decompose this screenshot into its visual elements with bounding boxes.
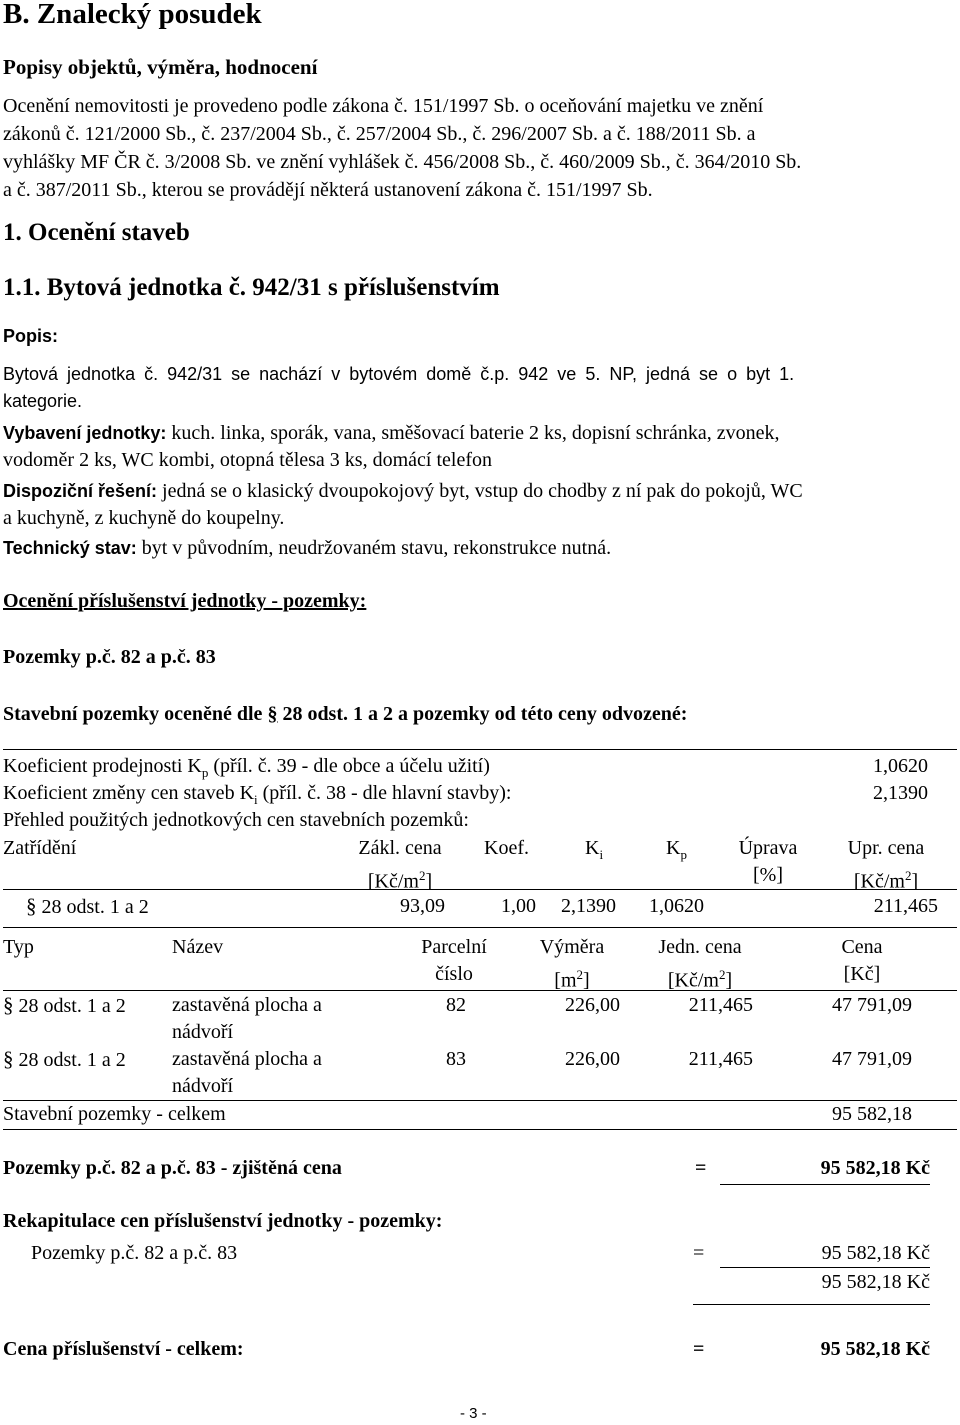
tech-text: byt v původním, neudržovaném stavu, rekonstrukce nutná.	[136, 537, 612, 559]
t2-header-parcelni-1: Parcelní	[421, 936, 487, 958]
section-mark: §	[267, 703, 278, 725]
vybaveni-label: Vybavení jednotky:	[3, 423, 167, 443]
prislusenstvi-heading: Ocenění příslušenství jednotky - pozemky:	[3, 590, 367, 612]
vybaveni-line-1	[3, 420, 780, 447]
t2-header-vymera-close: ]	[583, 969, 590, 992]
rekap-item-eq: =	[693, 1242, 705, 1264]
t2-header-vymera-sup: 2	[576, 967, 584, 982]
t1-header-upr-cena-2	[826, 862, 946, 896]
zjistena-label: Pozemky p.č. 82 a p.č. 83 - zjištěná cena	[3, 1157, 342, 1179]
koef-kp-sub: p	[201, 765, 209, 780]
dispozice-label: Dispoziční řešení:	[3, 481, 158, 501]
t1-header-upr-cena-sup: 2	[904, 868, 912, 883]
celkem-eq: =	[693, 1338, 705, 1360]
celkem-label: Cena příslušenství - celkem:	[3, 1338, 244, 1360]
t1-header-kp	[666, 835, 687, 868]
t2-row-2-typ-text: 28 odst. 1 a 2	[18, 1049, 126, 1071]
t1-header-zakl-cena-sup: 2	[418, 868, 426, 883]
section-mark: §	[3, 1047, 14, 1071]
koef-ki-sub: i	[254, 792, 258, 807]
t2-row-2-nazev-2: nádvoří	[172, 1075, 234, 1097]
t2-header-cena-1: Cena	[841, 936, 883, 958]
zjistena-eq: =	[695, 1157, 707, 1179]
t2-row-2-cena: 47 791,09	[832, 1048, 912, 1070]
t2-header-jedn-sup: 2	[718, 967, 726, 982]
t2-header-cena-2: [Kč]	[843, 963, 881, 985]
stavebni-heading	[3, 701, 687, 728]
t1-header-zakl-cena-unit: [Kč/m	[367, 870, 419, 893]
koef-ki-value: 2,1390	[873, 782, 928, 804]
t2-total-value: 95 582,18	[832, 1103, 912, 1125]
vybaveni-text-1: kuch. linka, sporák, vana, směšovací baterie 2 ks, dopisní schránka, zvonek,	[166, 422, 780, 444]
t1-header-zakl-cena-1: Zákl. cena	[358, 837, 442, 859]
popis-line-1: Bytová jednotka č. 942/31 se nachází v bytovém domě č.p. 942 ve 5. NP, jedná se o byt 1.	[3, 364, 795, 384]
t1-header-upr-cena-unit: [Kč/m	[853, 870, 905, 893]
t1-header-upr-cena-1: Upr. cena	[847, 837, 925, 859]
t2-row-1-parcela: 82	[446, 994, 466, 1016]
vybaveni-line-2: vodoměr 2 ks, WC kombi, otopná tělesa 3 ks, domácí telefon	[3, 449, 492, 471]
tech-label: Technický stav:	[3, 538, 137, 558]
t1-header-rule	[3, 889, 957, 890]
rekap-item-label: Pozemky p.č. 82 a p.č. 83	[31, 1242, 238, 1264]
koef-kp-rest: (příl. č. 39 - dle obce a účelu užití)	[208, 755, 490, 777]
t2-row-2-vymera: 226,00	[565, 1048, 620, 1070]
t1-header-ki-k: K	[585, 837, 600, 859]
t2-header-jedn-1: Jedn. cena	[658, 936, 742, 958]
t1-row-kp: 1,0620	[649, 895, 704, 917]
intro-line-4: a č. 387/2011 Sb., kterou se provádějí některá ustanovení zákona č. 151/1997 Sb.	[3, 179, 653, 201]
dispozice-text-1: jedná se o klasický dvoupokojový byt, vstup do chodby z ní pak do pokojů, WC	[157, 480, 803, 502]
rule-top	[3, 749, 957, 750]
popis-line-2: kategorie.	[3, 391, 83, 411]
t2-header-vymera-unit: [m	[554, 969, 577, 992]
t2-header-parcelni-2: číslo	[435, 963, 473, 985]
section-heading-1-1: 1.1. Bytová jednotka č. 942/31 s příslušenstvím	[3, 274, 500, 301]
tech-line	[3, 535, 611, 562]
rekap-rule-1	[720, 1267, 930, 1268]
t2-row-1-nazev-2: nádvoří	[172, 1021, 234, 1043]
t2-row-1-typ-text: 28 odst. 1 a 2	[18, 995, 126, 1017]
popis-label: Popis:	[3, 326, 59, 346]
t1-bottom-rule	[3, 927, 957, 928]
t2-row-2-parcela: 83	[446, 1048, 466, 1070]
stavebni-heading-b: 28 odst. 1 a 2 a pozemky od této ceny odvozené:	[277, 703, 688, 725]
t1-header-ki-sub: i	[599, 847, 604, 862]
rekap-rule-2	[693, 1304, 930, 1305]
t2-row-2-jedn: 211,465	[688, 1048, 753, 1070]
t1-header-kp-k: K	[666, 837, 681, 859]
t1-header-zakl-cena-2	[340, 862, 460, 896]
t1-row-upr-cena: 211,465	[873, 895, 938, 917]
t2-header-jedn-close: ]	[725, 969, 733, 992]
t1-header-zatrideni: Zatřídění	[3, 837, 77, 859]
t1-header-zakl-cena-close: ]	[425, 870, 433, 893]
section-mark: §	[26, 894, 37, 918]
t2-header-rule	[3, 990, 957, 991]
rekap-sum-value: 95 582,18 Kč	[821, 1271, 930, 1293]
t2-header-nazev: Název	[172, 936, 224, 958]
zjistena-rule	[720, 1184, 930, 1185]
t2-total-rule-bottom	[3, 1129, 957, 1130]
t1-header-uprava-1: Úprava	[738, 837, 798, 859]
t2-row-1-vymera: 226,00	[565, 994, 620, 1016]
t1-header-kp-sub: p	[680, 847, 687, 862]
document-title: B. Znalecký posudek	[3, 0, 262, 30]
t2-row-1-cena: 47 791,09	[832, 994, 912, 1016]
subtitle: Popisy objektů, výměra, hodnocení	[3, 55, 318, 79]
intro-line-2: zákonů č. 121/2000 Sb., č. 237/2004 Sb., č. 257/2004 Sb., č. 296/2007 Sb. a č. 188/2011 Sb. a	[3, 123, 756, 145]
t1-row-zatrideni	[26, 893, 149, 921]
intro-line-3: vyhlášky MF ČR č. 3/2008 Sb. ve znění vyhlášek č. 456/2008 Sb., č. 460/2009 Sb., č. 364/2010 Sb.	[3, 151, 802, 173]
koef-ki-label: Koeficient změny cen staveb K	[3, 782, 255, 804]
pozemky-heading: Pozemky p.č. 82 a p.č. 83	[3, 646, 216, 668]
t2-header-vymera-1: Výměra	[539, 936, 605, 958]
t2-row-1-typ	[3, 992, 126, 1020]
stavebni-heading-a: Stavební pozemky oceněné dle	[3, 703, 268, 725]
t1-header-ki	[585, 835, 603, 868]
t2-row-2-typ	[3, 1046, 126, 1074]
t2-header-jedn-unit: [Kč/m	[667, 969, 719, 992]
dispozice-line-2: a kuchyně, z kuchyně do koupelny.	[3, 507, 285, 529]
t2-row-2-nazev-1: zastavěná plocha a	[172, 1048, 322, 1070]
t1-row-ki: 2,1390	[561, 895, 616, 917]
koef-ki-rest: (příl. č. 38 - dle hlavní stavby):	[257, 782, 512, 804]
t1-header-uprava-2: [%]	[753, 864, 783, 886]
page-number: - 3 -	[460, 1405, 487, 1422]
t1-header-koef: Koef.	[484, 837, 529, 859]
t1-row-zatrideni-text: 28 odst. 1 a 2	[41, 896, 149, 918]
t2-row-1-nazev-1: zastavěná plocha a	[172, 994, 322, 1016]
t2-row-1-jedn: 211,465	[688, 994, 753, 1016]
rekap-item-value: 95 582,18 Kč	[821, 1242, 930, 1264]
celkem-value: 95 582,18 Kč	[820, 1338, 930, 1360]
koef-kp-value: 1,0620	[873, 755, 928, 777]
koef-kp-label: Koeficient prodejnosti K	[3, 755, 202, 777]
intro-line-1: Ocenění nemovitosti je provedeno podle zákona č. 151/1997 Sb. o oceňování majetku ve znění	[3, 95, 764, 117]
t1-row-koef: 1,00	[501, 895, 536, 917]
t1-header-upr-cena-close: ]	[911, 870, 919, 893]
prehled: Přehled použitých jednotkových cen stavebních pozemků:	[3, 809, 469, 831]
section-mark: §	[3, 993, 14, 1017]
t2-total-label: Stavební pozemky - celkem	[3, 1103, 226, 1125]
t1-row-zakl-cena: 93,09	[400, 895, 445, 917]
rekap-heading: Rekapitulace cen příslušenství jednotky - pozemky:	[3, 1210, 443, 1232]
zjistena-value: 95 582,18 Kč	[820, 1157, 930, 1179]
section-heading-1: 1. Ocenění staveb	[3, 219, 190, 246]
t2-header-typ: Typ	[3, 936, 34, 958]
dispozice-line-1	[3, 478, 803, 505]
